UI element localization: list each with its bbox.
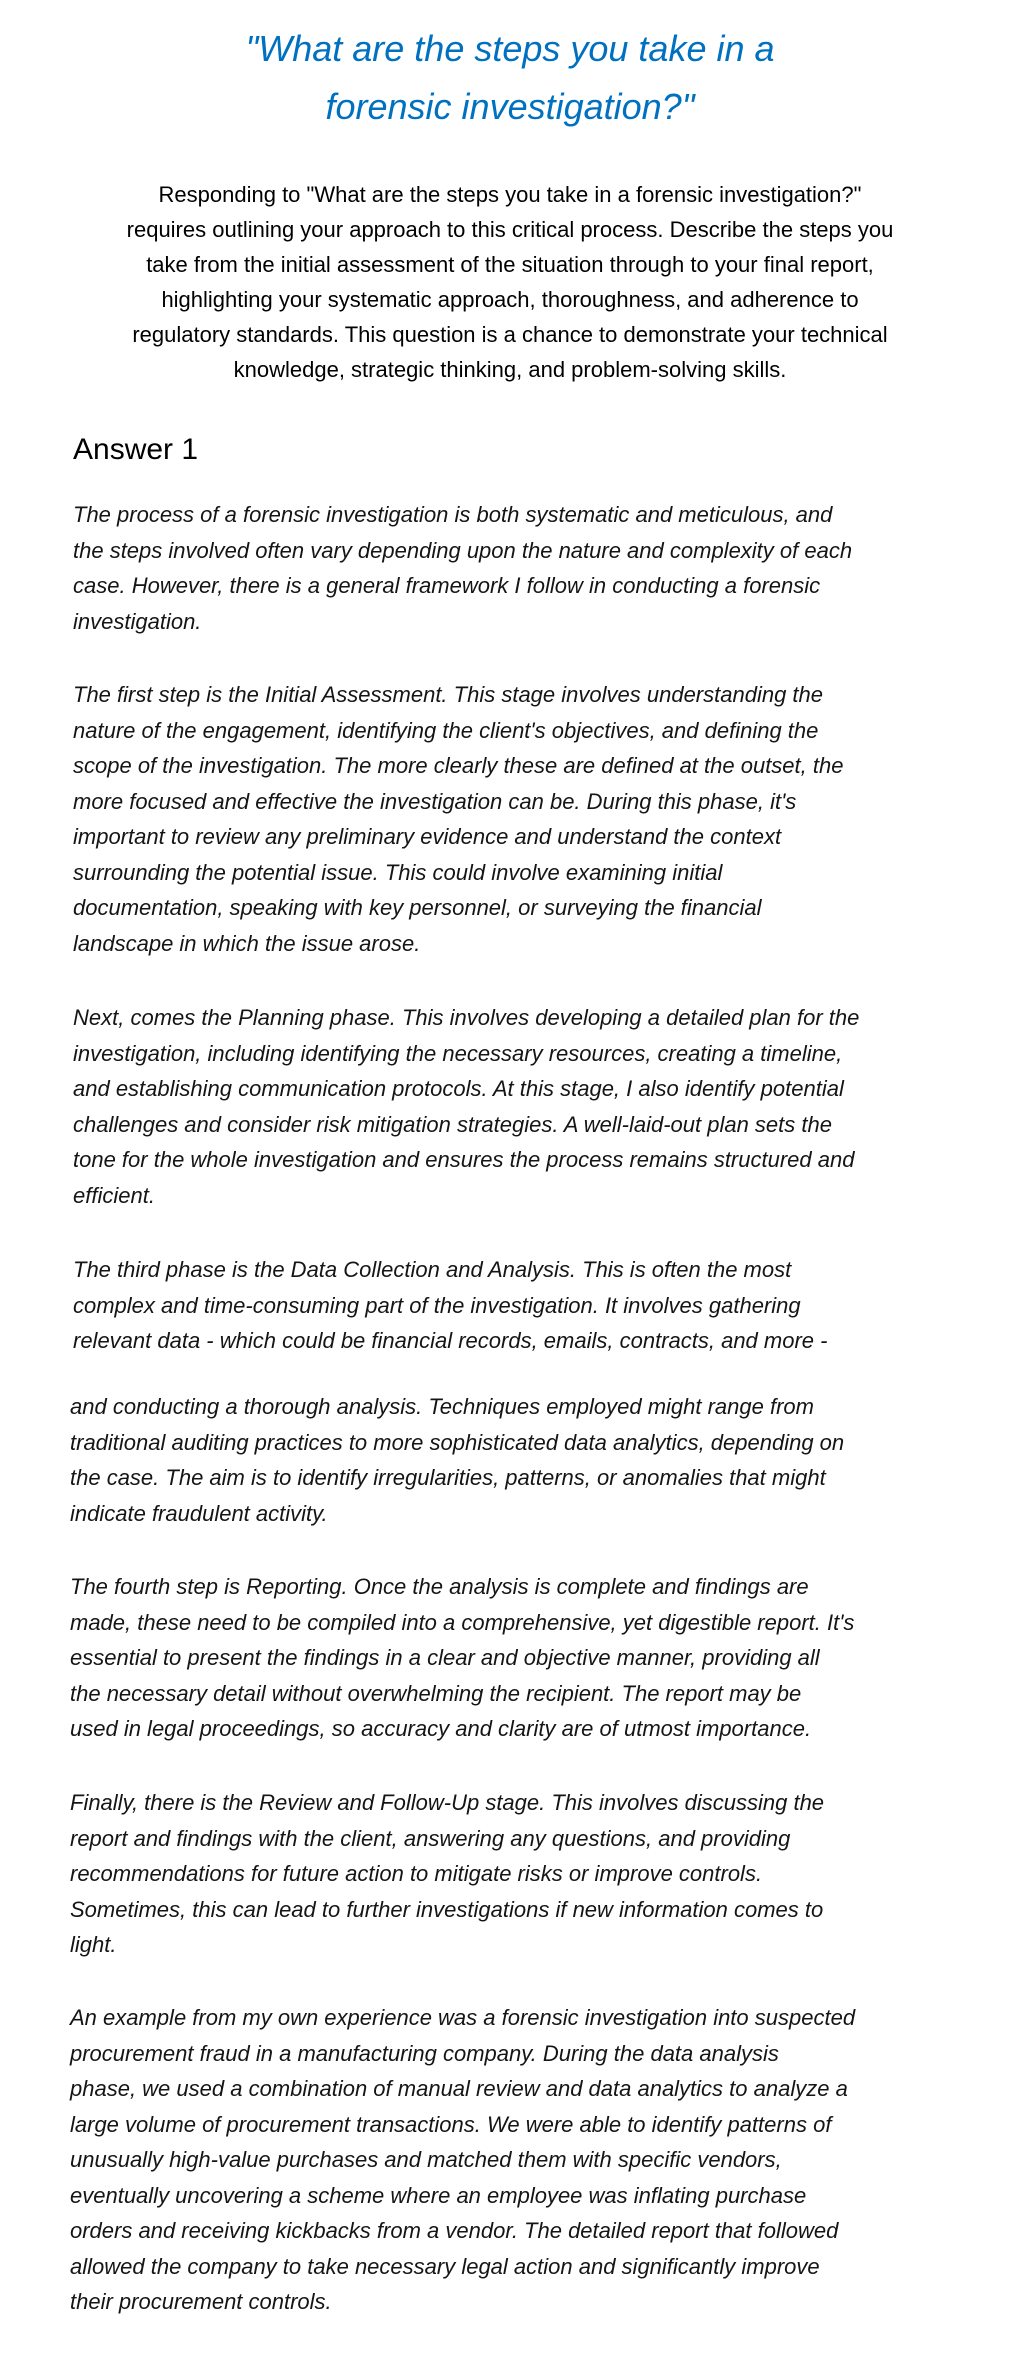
answer-paragraph-intro	[73, 497, 973, 639]
paragraph-line: unusually high-value purchases and matched them with specific vendors,	[70, 2147, 782, 2172]
paragraph-line: An example from my own experience was a forensic investigation into suspected	[70, 2005, 856, 2030]
intro-line: Responding to "What are the steps you take in a forensic investigation?"	[158, 182, 862, 207]
answer-paragraph-planning	[73, 1000, 973, 1213]
paragraph-line: investigation, including identifying the necessary resources, creating a timeline,	[73, 1040, 843, 1066]
intro-line: requires outlining your approach to this critical process. Describe the steps you	[126, 217, 894, 242]
paragraph-line: The process of a forensic investigation is both systematic and meticulous, and	[73, 502, 833, 527]
paragraph-line: Next, comes the Planning phase. This involves developing a detailed plan for the	[73, 1005, 860, 1030]
paragraph-line: light.	[70, 1932, 117, 1957]
answer-paragraph-review	[70, 1785, 970, 1963]
answer-paragraph-data-collection-continued	[70, 1389, 970, 1531]
answer-paragraph-reporting	[70, 1569, 970, 1747]
page-title	[0, 20, 1020, 136]
intro-line: highlighting your systematic approach, thoroughness, and adherence to	[161, 287, 859, 312]
intro-line: take from the initial assessment of the situation through to your final report,	[146, 252, 874, 277]
paragraph-line: indicate fraudulent activity.	[70, 1500, 328, 1526]
paragraph-line: and establishing communication protocols. At this stage, I also identify potential	[73, 1076, 844, 1101]
paragraph-line: important to review any preliminary evidence and understand the context	[73, 824, 782, 849]
paragraph-line: tone for the whole investigation and ensures the process remains structured and	[73, 1147, 855, 1172]
intro-line: regulatory standards. This question is a chance to demonstrate your technical	[132, 322, 888, 347]
paragraph-line: allowed the company to take necessary legal action and significantly improve	[70, 2253, 820, 2279]
paragraph-line: surrounding the potential issue. This could involve examining initial	[73, 859, 723, 885]
intro-line: knowledge, strategic thinking, and problem-solving skills.	[233, 357, 787, 382]
paragraph-line: report and findings with the client, answering any questions, and providing	[70, 1825, 791, 1851]
paragraph-line: essential to present the findings in a clear and objective manner, providing all	[70, 1645, 820, 1670]
paragraph-line: scope of the investigation. The more clearly these are defined at the outset, the	[73, 753, 844, 778]
paragraph-line: and conducting a thorough analysis. Techniques employed might range from	[70, 1394, 814, 1419]
paragraph-line: Finally, there is the Review and Follow-Up stage. This involves discussing the	[70, 1790, 825, 1815]
paragraph-line: relevant data - which could be financial records, emails, contracts, and more -	[73, 1328, 828, 1353]
paragraph-line: their procurement controls.	[70, 2289, 332, 2314]
paragraph-line: large volume of procurement transactions. We were able to identify patterns of	[70, 2111, 832, 2137]
title-line: forensic investigation?"	[325, 86, 695, 127]
paragraph-line: recommendations for future action to mitigate risks or improve controls.	[70, 1861, 763, 1886]
paragraph-line: traditional auditing practices to more sophisticated data analytics, depending on	[70, 1429, 845, 1455]
paragraph-line: made, these need to be compiled into a comprehensive, yet digestible report. It's	[70, 1609, 855, 1635]
paragraph-line: nature of the engagement, identifying the client's objectives, and defining the	[73, 717, 819, 743]
paragraph-line: phase, we used a combination of manual review and data analytics to analyze a	[70, 2076, 848, 2101]
paragraph-line: The first step is the Initial Assessment. This stage involves understanding the	[73, 682, 823, 707]
paragraph-line: the case. The aim is to identify irregularities, patterns, or anomalies that might	[70, 1465, 826, 1490]
answer-paragraph-example	[70, 2000, 970, 2320]
paragraph-line: orders and receiving kickbacks from a vendor. The detailed report that followed	[70, 2218, 839, 2243]
paragraph-line: The fourth step is Reporting. Once the analysis is complete and findings are	[70, 1574, 809, 1599]
paragraph-line: documentation, speaking with key personnel, or surveying the financial	[73, 895, 762, 920]
paragraph-line: procurement fraud in a manufacturing company. During the data analysis	[70, 2040, 779, 2066]
answer-heading: Answer 1	[73, 433, 199, 466]
answer-paragraph-data-collection	[73, 1252, 973, 1359]
paragraph-line: used in legal proceedings, so accuracy and clarity are of utmost importance.	[70, 1716, 812, 1741]
paragraph-line: the necessary detail without overwhelming the recipient. The report may be	[70, 1680, 802, 1706]
paragraph-line: more focused and effective the investigation can be. During this phase, it's	[73, 788, 797, 814]
answer-paragraph-initial-assessment	[73, 677, 973, 961]
paragraph-line: the steps involved often vary depending upon the nature and complexity of each	[73, 537, 853, 563]
paragraph-line: Sometimes, this can lead to further investigations if new information comes to	[70, 1896, 824, 1922]
paragraph-line: The third phase is the Data Collection and Analysis. This is often the most	[73, 1257, 792, 1282]
paragraph-line: eventually uncovering a scheme where an employee was inflating purchase	[70, 2182, 807, 2208]
paragraph-line: case. However, there is a general framework I follow in conducting a forensic	[73, 573, 821, 598]
paragraph-line: complex and time-consuming part of the investigation. It involves gathering	[73, 1292, 801, 1318]
paragraph-line: challenges and consider risk mitigation strategies. A well-laid-out plan sets the	[73, 1111, 832, 1137]
paragraph-line: efficient.	[73, 1182, 155, 1208]
title-line: "What are the steps you take in a	[245, 28, 775, 69]
paragraph-line: landscape in which the issue arose.	[73, 930, 421, 956]
intro-paragraph	[40, 177, 980, 387]
paragraph-line: investigation.	[73, 608, 202, 634]
